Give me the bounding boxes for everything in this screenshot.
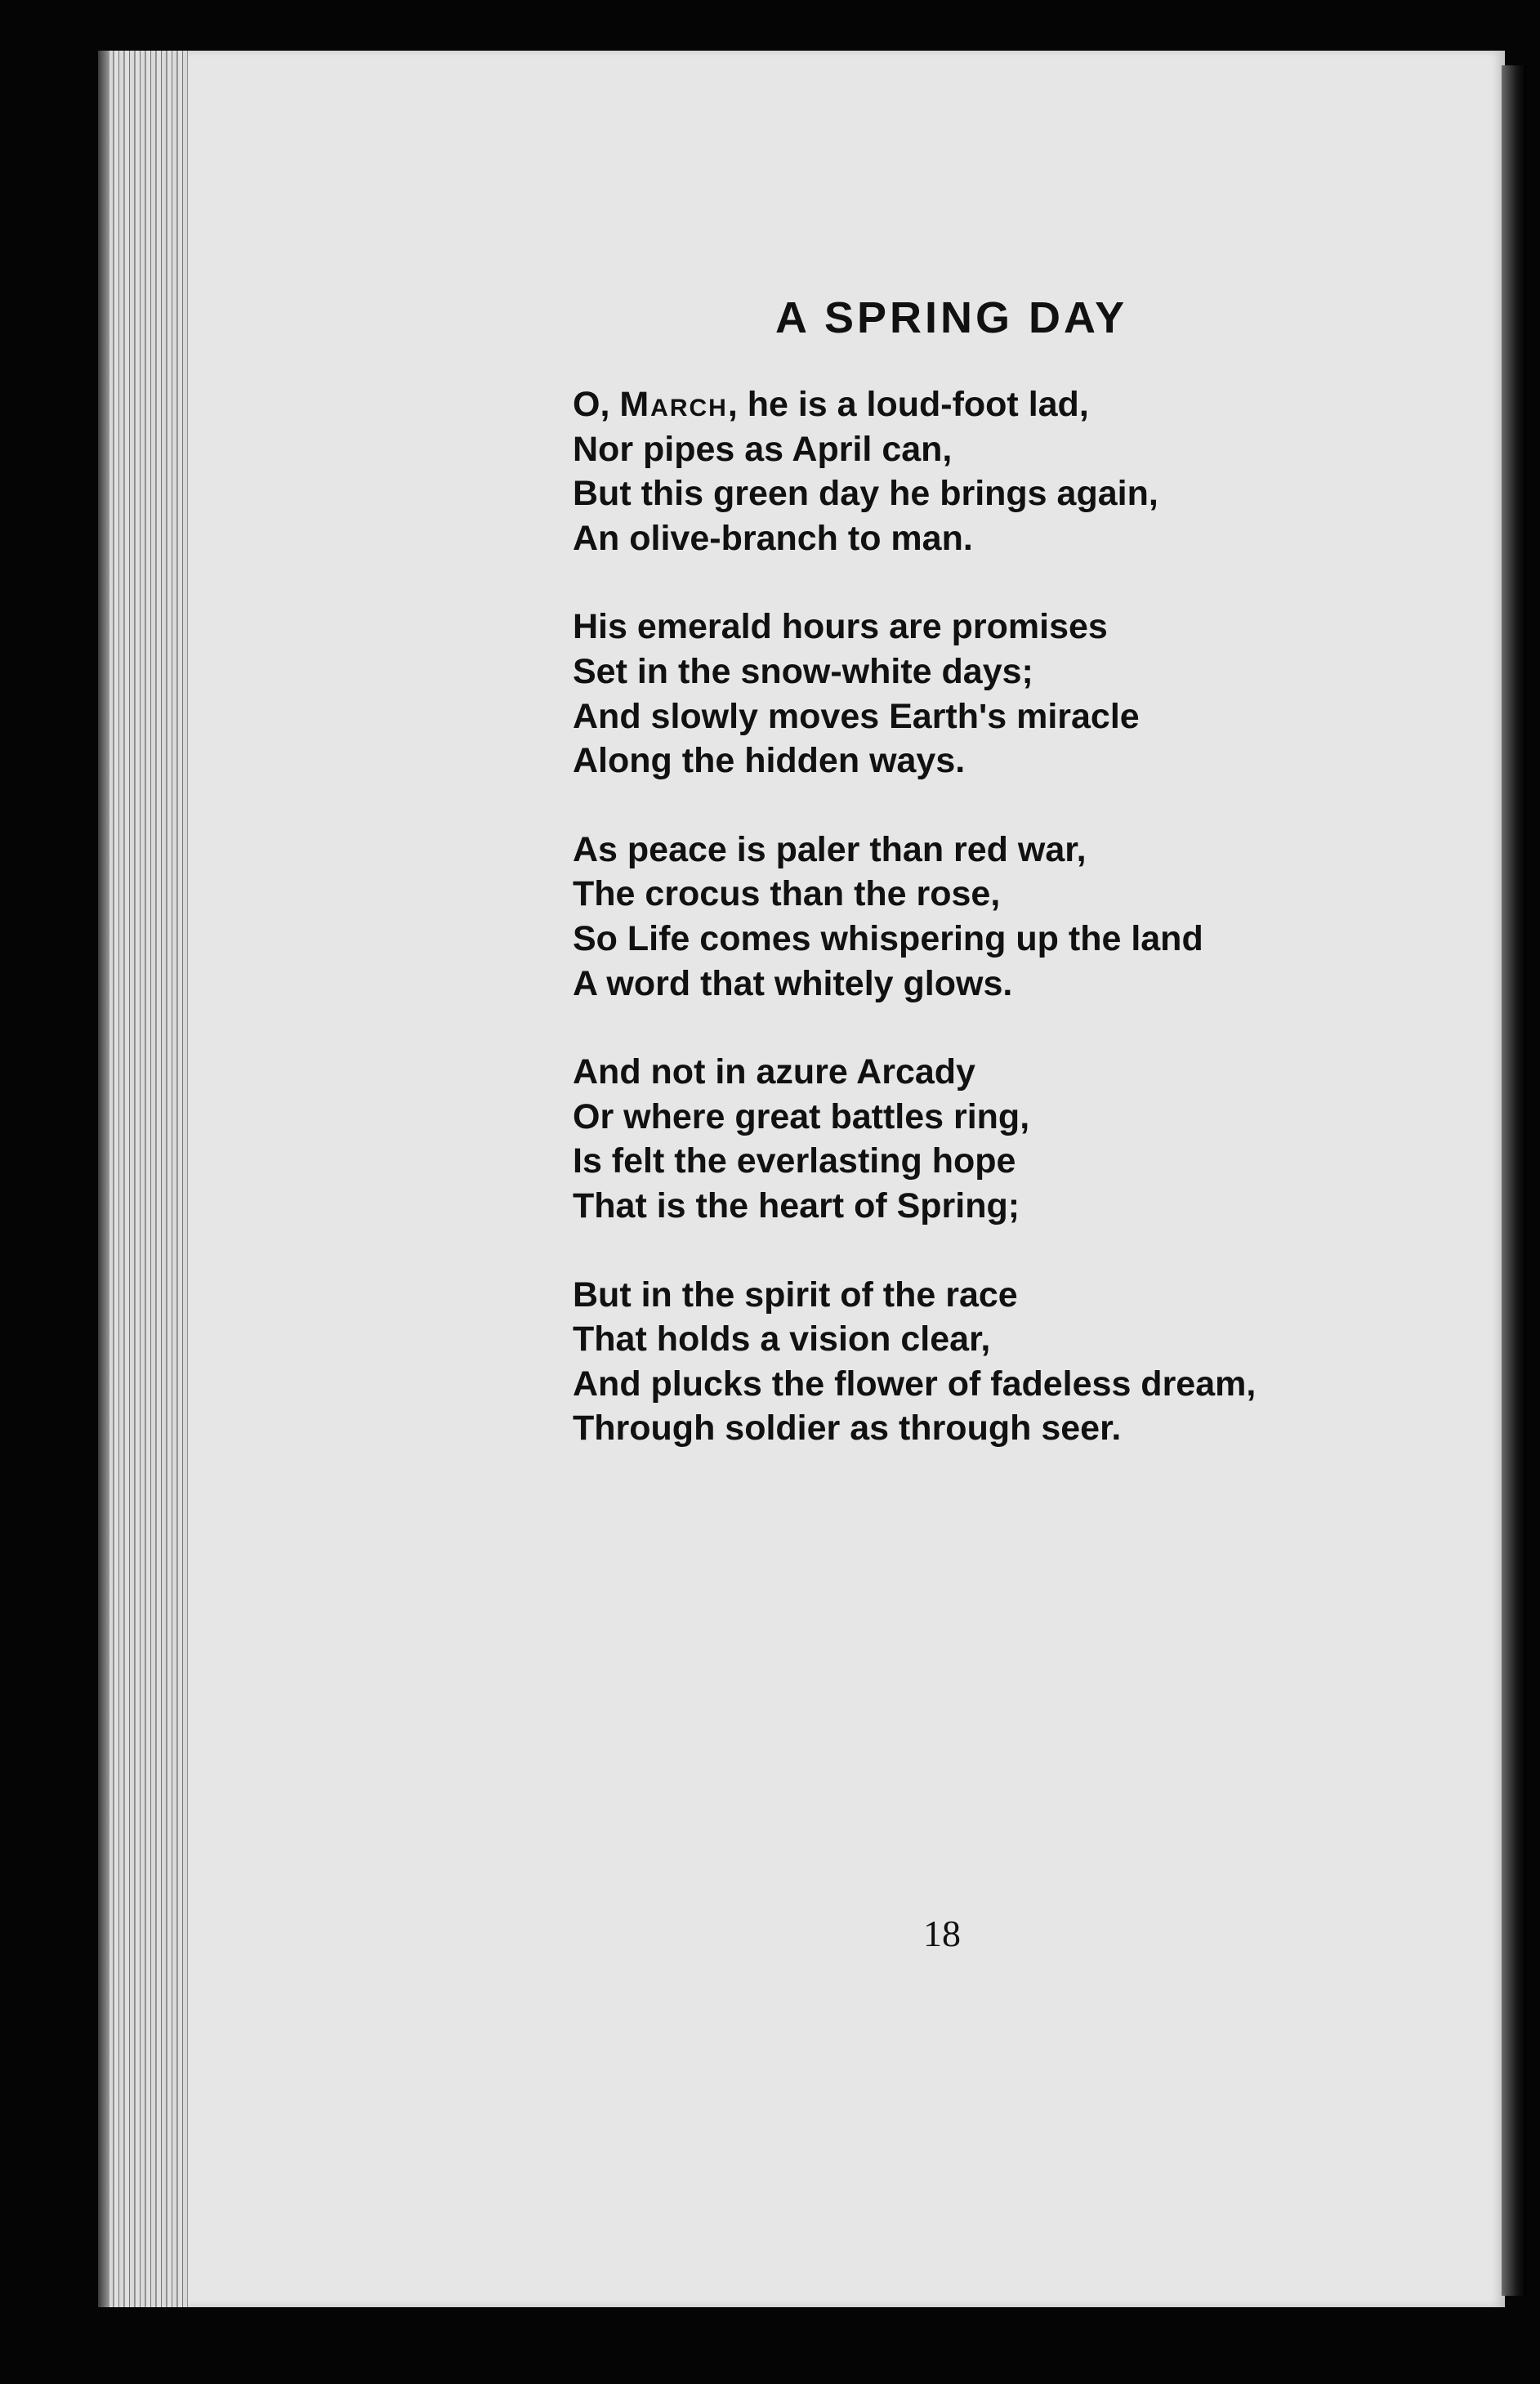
poem-line: That is the heart of Spring; (573, 1185, 1020, 1225)
poem-line: Nor pipes as April can, (573, 429, 953, 469)
poem-line (573, 382, 1406, 427)
poem-line: His emerald hours are promises (573, 607, 1108, 647)
stanza (573, 1050, 1406, 1228)
poem-line: An olive-branch to man. (573, 518, 973, 558)
page-edges (98, 51, 196, 2307)
poem-line: And plucks the flower of fadeless dream, (573, 1364, 1257, 1404)
poem-line: Is felt the everlasting hope (573, 1141, 1016, 1181)
stanza (573, 605, 1406, 783)
poem-line: And not in azure Arcady (573, 1052, 975, 1092)
poem-line: Through soldier as through seer. (573, 1409, 1122, 1449)
line-suffix: , he is a loud-foot lad, (727, 385, 1089, 424)
small-caps-word: March (619, 385, 728, 424)
poem-line: But in the spirit of the race (573, 1275, 1018, 1315)
page-gutter-shadow (1502, 65, 1526, 2296)
poem-line: That holds a vision clear, (573, 1319, 991, 1359)
stanza (573, 828, 1406, 1006)
poem-line: So Life comes whispering up the land (573, 918, 1203, 958)
poem-line: Set in the snow-white days; (573, 651, 1033, 691)
poem-title: A SPRING DAY (775, 293, 1128, 342)
page-number: 18 (923, 1913, 961, 1954)
line-prefix: O, (573, 385, 620, 424)
stanza (573, 382, 1406, 560)
poem-line: Along the hidden ways. (573, 741, 966, 781)
stanza (573, 1273, 1406, 1451)
poem-line: Or where great battles ring, (573, 1096, 1030, 1136)
poem-line: And slowly moves Earth's miracle (573, 696, 1140, 736)
poem-line: A word that whitely glows. (573, 963, 1013, 1003)
poem-line: The crocus than the rose, (573, 874, 1001, 914)
poem-body (573, 382, 1406, 1495)
poem-line: As peace is paler than red war, (573, 829, 1087, 869)
poem-line: But this green day he brings again, (573, 474, 1158, 514)
